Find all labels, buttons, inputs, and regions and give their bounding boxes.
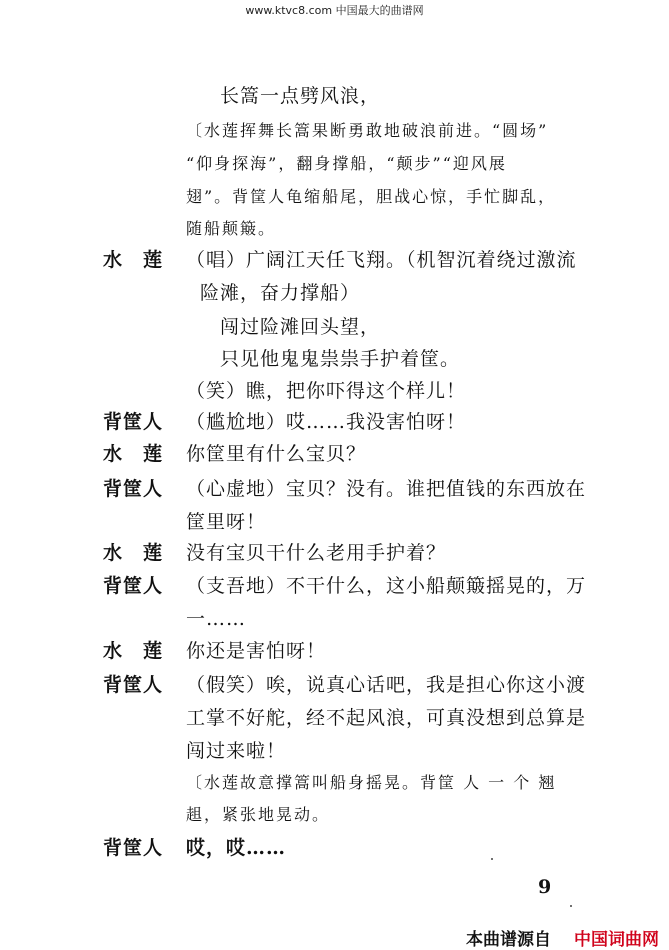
- dialogue-line: 你还是害怕呀！: [186, 640, 327, 662]
- speaker-label: 背筐人: [103, 674, 164, 696]
- speaker-label: 水 莲: [103, 443, 164, 465]
- dialogue-line: 你筐里有什么宝贝？: [186, 443, 367, 465]
- lyric-line: 只见他鬼鬼祟祟手护着筐。: [220, 348, 461, 370]
- speaker-label: 水 莲: [103, 542, 164, 564]
- stage-direction-line: 〔水莲挥舞长篙果断勇敢地破浪前进。“圆场”: [186, 121, 549, 140]
- scan-speck: [491, 858, 493, 860]
- dialogue-line: 闯过来啦！: [186, 740, 287, 762]
- lyric-line: 闯过险滩回头望，: [220, 316, 381, 338]
- stage-direction-line: 翅”。背筐人龟缩船尾，胆战心惊，手忙脚乱，: [186, 187, 557, 206]
- dialogue-line: 险滩，奋力撑船）: [200, 282, 361, 304]
- speaker-label: 背筐人: [103, 837, 164, 859]
- dialogue-line: 哎，哎……: [186, 837, 287, 859]
- dialogue-line: （唱）广阔江天任飞翔。（机智沉着绕过激流: [186, 249, 577, 271]
- speaker-label: 背筐人: [103, 478, 164, 500]
- lyric-line: 长篙一点劈风浪，: [220, 85, 381, 107]
- stage-direction-line: 〔水莲故意撑篙叫船身摇晃。背筐 人 一 个 翘: [186, 773, 557, 792]
- stage-direction-line: 随船颠簸。: [186, 219, 277, 238]
- dialogue-line: 没有宝贝干什么老用手护着？: [186, 542, 447, 564]
- dialogue-line: （尴尬地）哎……我没害怕呀！: [186, 411, 467, 433]
- dialogue-line: （心虚地）宝贝？没有。谁把值钱的东西放在: [186, 478, 587, 500]
- footer-source-text: 本曲谱源自: [466, 930, 551, 950]
- page-number: 9: [538, 876, 552, 898]
- scan-speck: [570, 905, 572, 907]
- dialogue-line: （笑）瞧，把你吓得这个样儿！: [186, 380, 467, 402]
- footer-site-name: 中国词曲网: [574, 930, 659, 950]
- dialogue-line: 工掌不好舵，经不起风浪，可真没想到总算是: [186, 707, 587, 729]
- dialogue-line: （假笑）唉，说真心话吧，我是担心你这小渡: [186, 674, 587, 696]
- speaker-label: 背筐人: [103, 411, 164, 433]
- site-header: www.ktvc8.com 中国最大的曲谱网: [245, 4, 424, 17]
- dialogue-line: 筐里呀！: [186, 511, 267, 533]
- dialogue-line: （支吾地）不干什么，这小船颠簸摇晃的，万: [186, 575, 587, 597]
- stage-direction-line: “仰身探海”，翻身撑船，“颠步”“迎风展: [186, 154, 507, 173]
- speaker-label: 水 莲: [103, 640, 164, 662]
- dialogue-line: 一……: [186, 608, 247, 630]
- stage-direction-line: 趄，紧张地晃动。: [186, 805, 331, 824]
- speaker-label: 水 莲: [103, 249, 164, 271]
- speaker-label: 背筐人: [103, 575, 164, 597]
